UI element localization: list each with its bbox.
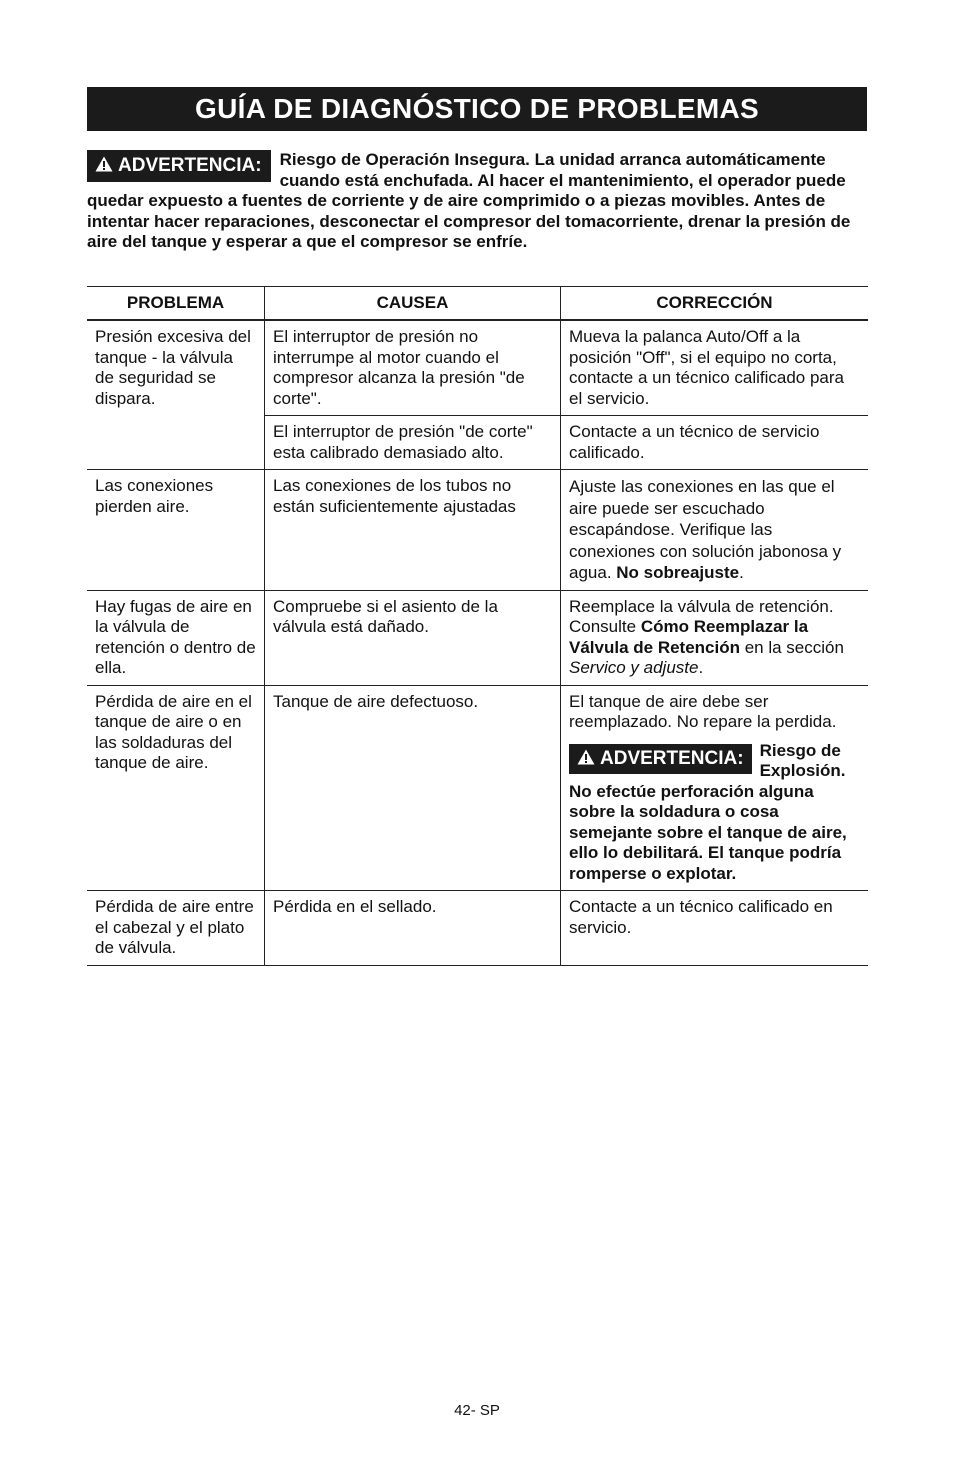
correction-section: Servico y adjuste	[569, 658, 699, 677]
table-row	[87, 685, 868, 891]
header-cause: CAUSEA	[265, 287, 561, 321]
page-title: GUÍA DE DIAGNÓSTICO DE PROBLEMAS	[87, 87, 867, 131]
correction-end: .	[739, 563, 744, 582]
explosion-warning	[569, 741, 860, 885]
correction-cell: Contacte a un técnico calificado en servicio.	[561, 891, 869, 966]
correction-cell: Mueva la palanca Auto/Off a la posición "Off", si el equipo no corta, contacte a un técnico calificado para el servicio.	[561, 320, 869, 416]
correction-cell	[561, 470, 869, 591]
cause-cell: Pérdida en el sellado.	[265, 891, 561, 966]
table-row	[87, 470, 868, 591]
cause-cell: El interruptor de presión "de corte" esta calibrado demasiado alto.	[265, 416, 561, 470]
page-number: 42- SP	[454, 1402, 500, 1419]
problem-cell: Las conexiones pierden aire.	[87, 470, 265, 591]
problem-cell: Pérdida de aire entre el cabezal y el plato de válvula.	[87, 891, 265, 966]
troubleshooting-table	[87, 286, 868, 966]
warning-badge-label: ADVERTENCIA:	[600, 747, 744, 769]
warning-text: Riesgo de Operación Insegura. La unidad arranca automáticamente cuando está enchufada. Al hacer el mantenimiento, el operador puede quedar expuesto a fuentes de corriente y de aire comprimido o a piezas movibles. Antes de intentar hacer reparaciones, desconectar el compresor del tomacorriente, drenar la presión de aire del tanque y esperar a que el compresor se enfríe.	[87, 150, 851, 251]
problem-cell: Presión excesiva del tanque - la válvula de seguridad se dispara.	[87, 320, 265, 470]
correction-text: El tanque de aire debe ser reemplazado. No repare la perdida.	[569, 691, 837, 731]
safety-warning	[87, 150, 867, 253]
cause-cell: El interruptor de presión no interrumpe al motor cuando el compresor alcanza la presión "de corte".	[265, 320, 561, 416]
cause-cell: Compruebe si el asiento de la válvula está dañado.	[265, 590, 561, 685]
header-problem: PROBLEMA	[87, 287, 265, 321]
warning-badge-label: ADVERTENCIA:	[118, 155, 262, 176]
header-correction: CORRECCIÓN	[561, 287, 869, 321]
correction-text: Ajuste las conexiones en las que el aire puede ser escuchado escapándose. Verifique las conexiones con solución jabonosa y agua.	[569, 477, 842, 582]
correction-cell: Contacte a un técnico de servicio calificado.	[561, 416, 869, 470]
warning-badge	[569, 744, 752, 774]
correction-text-mid: en la sección	[740, 637, 844, 657]
correction-text: Reemplace la válvula de retención. Consulte	[569, 596, 834, 636]
warning-badge	[87, 150, 271, 182]
warning-triangle-icon	[577, 745, 595, 775]
table-header-row	[87, 287, 868, 321]
correction-emphasis: No sobreajuste	[616, 563, 740, 582]
table-row	[87, 891, 868, 966]
warning-triangle-icon	[95, 154, 113, 180]
correction-reference: Cómo Reemplazar la Válvula de Retención	[569, 617, 809, 657]
table-row	[87, 320, 868, 416]
explosion-warning-text: Riesgo de Explosión. No efectúe perforación alguna sobre la soldadura o cosa semejante sobre el tanque de aire, ello lo debilitará. El tanque podría romperse o explotar.	[569, 740, 847, 883]
problem-cell: Pérdida de aire en el tanque de aire o en las soldaduras del tanque de aire.	[87, 685, 265, 891]
cause-cell: Tanque de aire defectuoso.	[265, 685, 561, 891]
correction-cell	[561, 590, 869, 685]
table-row	[87, 590, 868, 685]
correction-end: .	[698, 658, 704, 677]
cause-cell: Las conexiones de los tubos no están suficientemente ajustadas	[265, 470, 561, 591]
correction-cell	[561, 685, 869, 891]
problem-cell: Hay fugas de aire en la válvula de retención o dentro de ella.	[87, 590, 265, 685]
